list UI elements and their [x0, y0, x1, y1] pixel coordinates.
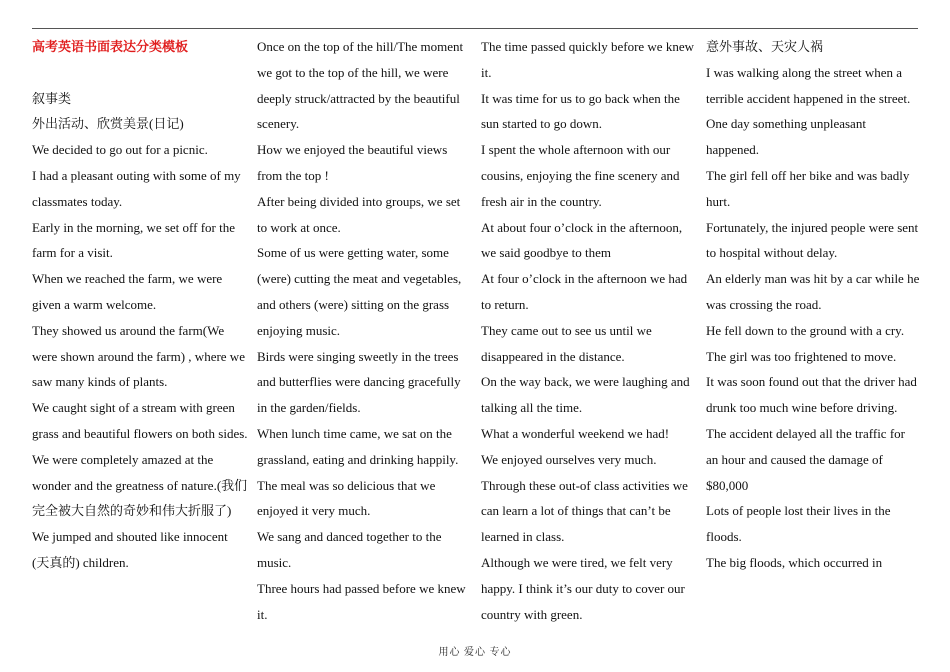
- sentence: Early in the morning, we set off for the farm for a visit.: [32, 219, 236, 261]
- sentence: What a wonderful weekend we had!: [481, 425, 670, 441]
- section-heading: 意外事故、天灾人祸: [706, 39, 824, 54]
- column-1: [32, 34, 248, 576]
- sentence: We enjoyed ourselves very much.: [481, 451, 657, 467]
- sentence: The meal was so delicious that we enjoyed it very much.: [257, 477, 436, 519]
- sentence: We jumped and shouted like innocent (天真的) children.: [32, 529, 228, 570]
- sentence: They came out to see us until we disappeared in the distance.: [481, 322, 652, 364]
- document-title: 高考英语书面表达分类模板: [32, 39, 189, 54]
- sentence: The time passed quickly before we knew it.: [481, 39, 694, 80]
- sentence: He fell down to the ground with a cry.: [706, 322, 905, 338]
- sentence: Three hours had passed before we knew it.: [257, 580, 466, 622]
- sentence: It was time for us to go back when the sun started to go down.: [481, 90, 680, 132]
- column-4: [706, 34, 920, 576]
- sentence: When lunch time came, we sat on the grassland, eating and drinking happily.: [257, 425, 459, 467]
- sentence: An elderly man was hit by a car while he was crossing the road.: [706, 271, 920, 312]
- sentence: At four o’clock in the afternoon we had to return.: [481, 271, 688, 312]
- sentence: Birds were singing sweetly in the trees and butterflies were dancing gracefully in the garden/fields.: [257, 348, 461, 416]
- sentence: Although we were tired, we felt very happy. I think it’s our duty to cover our country with green.: [481, 554, 685, 622]
- column-2: [257, 34, 473, 627]
- sentence: The accident delayed all the traffic for an hour and caused the damage of $80,000: [706, 425, 905, 493]
- top-rule: [32, 28, 918, 29]
- sentence: On the way back, we were laughing and talking all the time.: [481, 374, 690, 416]
- sentence: They showed us around the farm(We were shown around the farm) , where we saw many kinds of plants.: [32, 322, 245, 390]
- column-3: [481, 34, 697, 627]
- sentence: We caught sight of a stream with green grass and beautiful flowers on both sides.: [32, 400, 248, 441]
- sentence: Lots of people lost their lives in the floods.: [706, 503, 891, 545]
- sentence: I spent the whole afternoon with our cousins, enjoying the fine scenery and fresh air in the country.: [481, 142, 680, 209]
- sentence: Once on the top of the hill/The moment we got to the top of the hill, we were deeply struck/attracted by the beautiful scenery.: [257, 39, 464, 132]
- sentence: At about four o’clock in the afternoon, we said goodbye to them: [481, 219, 683, 261]
- page-footer: 用心 爱心 专心: [438, 647, 512, 658]
- blank-line: [32, 60, 248, 86]
- sentence: Through these out-of class activities we can learn a lot of things that can’t be learned in class.: [481, 477, 688, 545]
- sentence: We decided to go out for a picnic.: [32, 142, 208, 158]
- subcategory-heading: 外出活动、欣赏美景(日记): [32, 116, 184, 132]
- sentence: Fortunately, the injured people were sent to hospital without delay.: [706, 219, 919, 261]
- category-heading: 叙事类: [32, 90, 72, 106]
- sentence: One day something unpleasant happened.: [706, 116, 866, 158]
- sentence: The girl was too frightened to move.: [706, 348, 897, 364]
- sentence: The girl fell off her bike and was badly hurt.: [706, 167, 910, 209]
- sentence: Some of us were getting water, some (were) cutting the meat and vegetables, and others (were) sitting on the grass enjoying music.: [257, 245, 462, 338]
- sentence: I had a pleasant outing with some of my classmates today.: [32, 167, 241, 209]
- sentence: I was walking along the street when a terrible accident happened in the street.: [706, 64, 911, 106]
- sentence: The big floods, which occurred in: [706, 554, 883, 570]
- sentence: When we reached the farm, we were given a warm welcome.: [32, 271, 223, 312]
- sentence: How we enjoyed the beautiful views from the top !: [257, 142, 448, 183]
- sentence: We were completely amazed at the wonder and the greatness of nature.(我们完全被大自然的奇妙和伟大折服了): [32, 451, 248, 519]
- sentence: We sang and danced together to the music.: [257, 529, 442, 570]
- sentence: It was soon found out that the driver had drunk too much wine before driving.: [706, 374, 917, 416]
- sentence: After being divided into groups, we set to work at once.: [257, 193, 461, 235]
